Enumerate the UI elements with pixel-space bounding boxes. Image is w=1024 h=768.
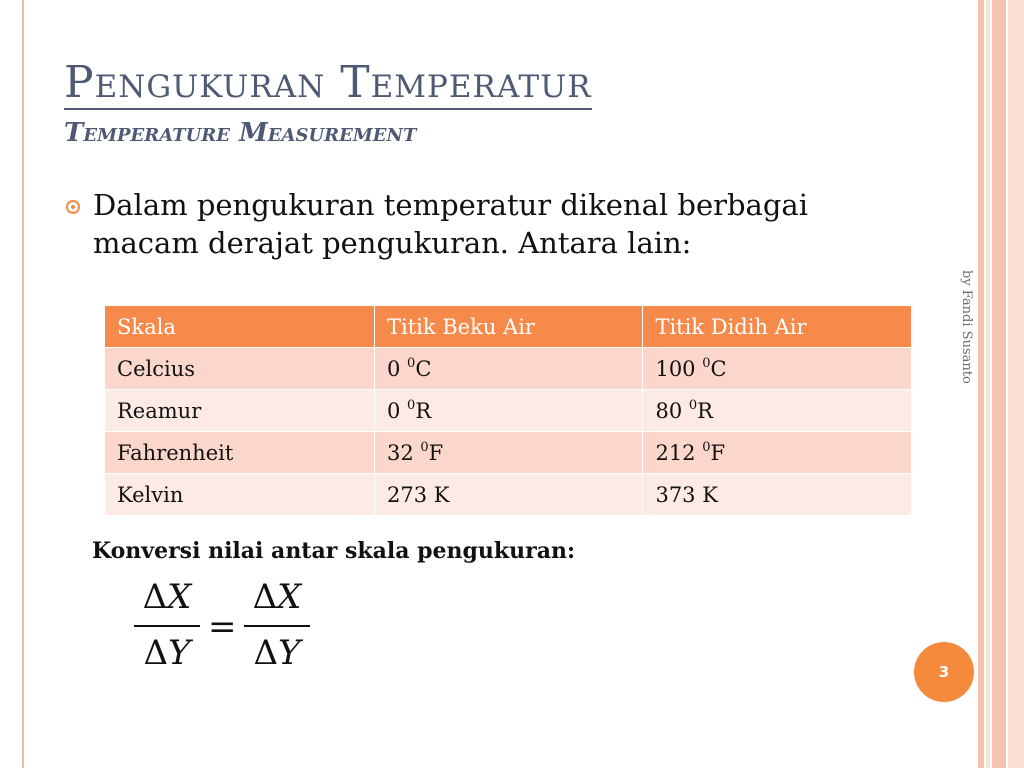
degree-mark: 0 <box>407 355 416 371</box>
table-row <box>105 432 912 474</box>
bullet-circle-icon <box>66 200 80 214</box>
delta-symbol: Δ <box>143 633 169 673</box>
header-scale: Skala <box>105 306 375 348</box>
formula-fraction-left <box>134 574 200 676</box>
delta-symbol: Δ <box>253 633 279 673</box>
slide-title: Pengukuran Temperatur <box>64 57 592 108</box>
right-border-stripe <box>978 0 984 768</box>
cell-scale: Fahrenheit <box>105 432 375 474</box>
variable-y: Y <box>168 633 191 673</box>
cell-unit: F <box>428 440 444 465</box>
cell-unit: C <box>710 356 727 381</box>
formula-numerator <box>134 574 200 620</box>
right-border-stripe <box>992 0 1006 768</box>
cell-value: 80 <box>655 398 683 423</box>
degree-mark: 0 <box>702 355 711 371</box>
cell-value: 0 <box>386 398 401 423</box>
table-row <box>105 348 912 390</box>
cell-value: 0 <box>386 356 401 381</box>
temperature-scale-table <box>104 305 912 516</box>
cell-freezing <box>374 432 642 474</box>
formula-fraction-right <box>244 574 310 676</box>
cell-boiling <box>643 390 912 432</box>
conversion-formula <box>134 574 324 684</box>
degree-mark: 0 <box>688 397 698 413</box>
left-frame-line <box>22 0 24 768</box>
cell-scale: Celcius <box>105 348 375 390</box>
intro-paragraph: Dalam pengukuran temperatur dikenal berbagai macam derajat pengukuran. Antara lain: <box>93 188 808 260</box>
formula-denominator <box>244 630 310 676</box>
table-header-row <box>105 306 912 348</box>
author-credit: by Fandi Susanto <box>959 270 974 384</box>
formula-denominator <box>134 630 200 676</box>
variable-x: X <box>277 577 302 617</box>
cell-value: 32 <box>386 440 414 465</box>
cell-freezing: 273 K <box>374 474 642 516</box>
header-freezing-point: Titik Beku Air <box>374 306 642 348</box>
table-row <box>105 474 912 516</box>
fraction-bar <box>134 625 200 627</box>
table-row <box>105 390 912 432</box>
cell-boiling: 373 K <box>643 474 912 516</box>
slide-subtitle: Temperature Measurement <box>64 118 417 148</box>
right-border-stripe <box>1008 0 1024 768</box>
degree-mark: 0 <box>702 439 711 455</box>
cell-unit: F <box>710 440 726 465</box>
cell-freezing <box>374 348 642 390</box>
degree-mark: 0 <box>407 397 416 413</box>
fraction-bar <box>244 625 310 627</box>
cell-unit: R <box>697 398 713 423</box>
variable-x: X <box>167 577 192 617</box>
cell-boiling <box>643 348 912 390</box>
cell-value: 212 <box>655 440 696 465</box>
cell-unit: R <box>415 398 432 423</box>
cell-unit: C <box>415 356 432 381</box>
variable-y: Y <box>278 633 301 673</box>
formula-numerator <box>244 574 310 620</box>
conversion-label: Konversi nilai antar skala pengukuran: <box>92 538 576 564</box>
delta-symbol: Δ <box>142 577 168 617</box>
equals-sign: = <box>208 607 237 647</box>
page-number-badge: 3 <box>914 642 974 702</box>
cell-value: 100 <box>655 356 696 381</box>
right-border-stripe <box>986 0 990 768</box>
degree-mark: 0 <box>420 439 429 455</box>
delta-symbol: Δ <box>252 577 278 617</box>
header-boiling-point: Titik Didih Air <box>643 306 912 348</box>
cell-scale: Reamur <box>105 390 375 432</box>
cell-freezing <box>374 390 642 432</box>
cell-scale: Kelvin <box>105 474 375 516</box>
cell-boiling <box>643 432 912 474</box>
